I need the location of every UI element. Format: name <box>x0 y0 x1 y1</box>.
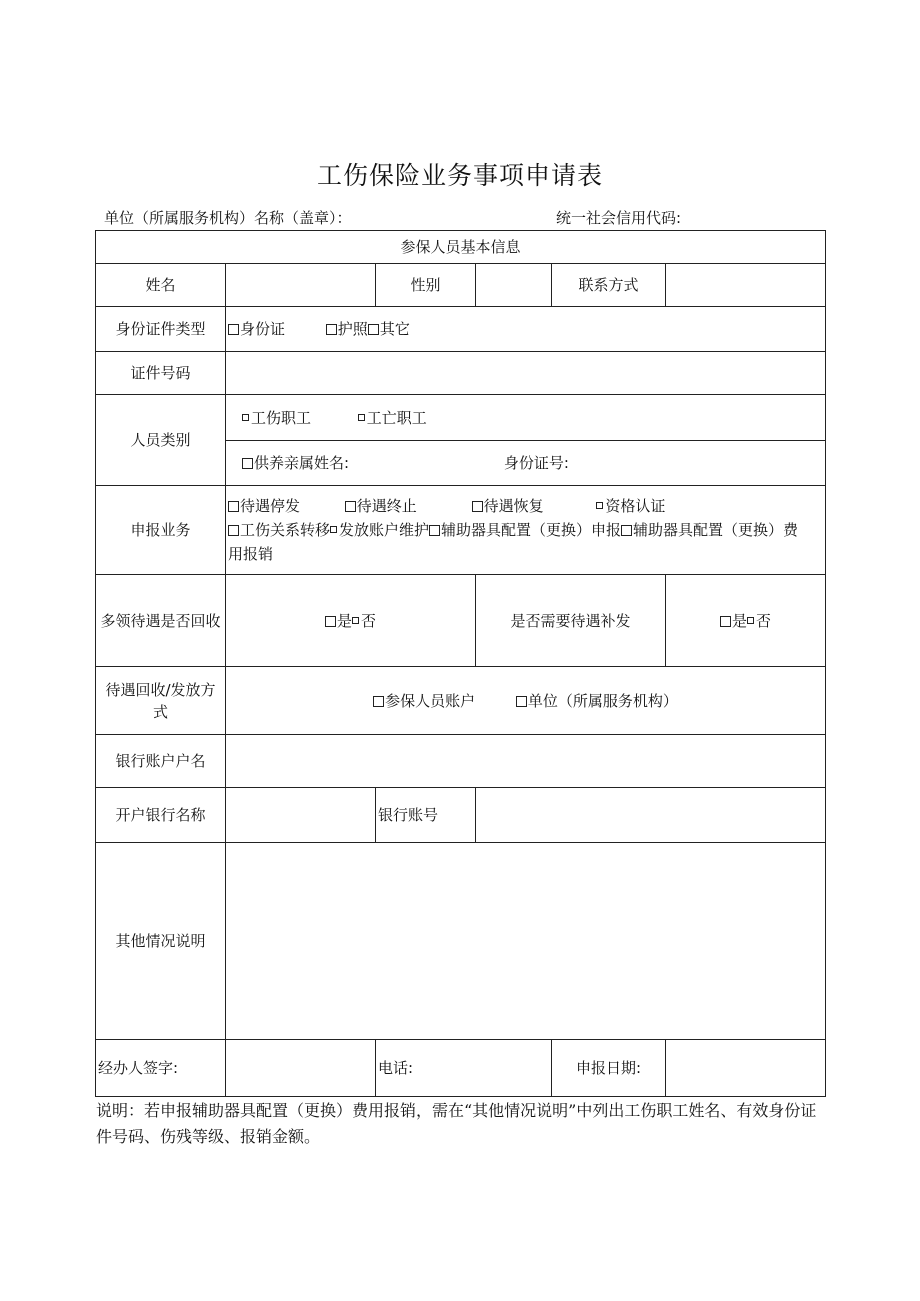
dependent-option[interactable]: 供养亲属姓名: <box>242 452 349 474</box>
gender-label: 性别 <box>376 264 476 307</box>
date-field[interactable] <box>666 1040 826 1097</box>
business-option-transfer[interactable]: 工伤关系转移 <box>228 518 330 542</box>
id-number-row <box>96 352 826 395</box>
checkbox-icon[interactable] <box>330 526 337 533</box>
checkbox-icon[interactable] <box>368 324 379 335</box>
contact-field[interactable] <box>666 264 826 307</box>
account-name-row <box>96 735 826 788</box>
form-note: 说明：若申报辅助器具配置（更换）费用报销，需在“其他情况说明”中列出工伤职工姓名、有效身份证件号码、伤残等级、报销金额。 <box>96 1101 817 1146</box>
other-info-field[interactable] <box>226 843 826 1040</box>
checkbox-icon[interactable] <box>429 525 440 536</box>
form-title: 工伤保险业务事项申请表 <box>316 161 603 190</box>
recovery-label: 多领待遇是否回收 <box>96 575 226 667</box>
credit-code-label: 统一社会信用代码: <box>556 209 682 227</box>
recovery-options <box>226 575 476 667</box>
name-label: 姓名 <box>96 264 226 307</box>
category-option-injured[interactable]: 工伤职工 <box>242 407 311 429</box>
phone-label: 电话: <box>376 1040 552 1097</box>
id-number-label: 证件号码 <box>96 352 226 395</box>
basic-info-row <box>96 264 826 307</box>
checkbox-icon[interactable] <box>747 617 754 624</box>
checkbox-icon[interactable] <box>621 525 632 536</box>
reissue-option-no[interactable]: 否 <box>747 610 771 632</box>
recovery-row <box>96 575 826 667</box>
checkbox-icon[interactable] <box>228 501 239 512</box>
business-option-device-reimburse[interactable]: 辅助器具配置（更换）费 <box>621 518 798 542</box>
name-field[interactable] <box>226 264 376 307</box>
business-line-2 <box>228 518 823 542</box>
reissue-label: 是否需要待遇补发 <box>476 575 666 667</box>
handler-label: 经办人签字: <box>96 1040 226 1097</box>
bank-name-field[interactable] <box>226 788 376 843</box>
recovery-option-no[interactable]: 否 <box>352 610 376 632</box>
reissue-option-yes[interactable]: 是 <box>720 610 747 632</box>
checkbox-icon[interactable] <box>720 616 731 627</box>
id-type-option-other[interactable]: 其它 <box>368 318 410 340</box>
business-option-terminate[interactable]: 待遇终止 <box>345 494 417 518</box>
gender-field[interactable] <box>476 264 552 307</box>
method-option-personal-account[interactable]: 参保人员账户 <box>373 690 475 712</box>
other-info-label: 其他情况说明 <box>96 843 226 1040</box>
business-label: 申报业务 <box>96 486 226 575</box>
checkbox-icon[interactable] <box>326 324 337 335</box>
handler-field[interactable] <box>226 1040 376 1097</box>
checkbox-icon[interactable] <box>242 458 253 469</box>
checkbox-icon[interactable] <box>596 502 603 509</box>
checkbox-icon[interactable] <box>516 696 527 707</box>
method-label-line-1: 待遇回收/发放方 <box>105 680 216 699</box>
recovery-option-yes[interactable]: 是 <box>325 610 352 632</box>
business-option-stop[interactable]: 待遇停发 <box>228 494 300 518</box>
checkbox-icon[interactable] <box>325 616 336 627</box>
method-options <box>226 667 826 735</box>
id-number-field[interactable] <box>226 352 826 395</box>
business-line-3: 用报销 <box>228 545 274 563</box>
business-row <box>96 486 826 575</box>
application-form-table <box>95 230 826 1097</box>
checkbox-icon[interactable] <box>228 324 239 335</box>
method-label-line-2: 式 <box>152 702 168 721</box>
bank-account-field[interactable] <box>476 788 826 843</box>
checkbox-icon[interactable] <box>345 501 356 512</box>
id-type-option-id-card[interactable]: 身份证 <box>228 318 285 340</box>
section-header-row <box>96 231 826 264</box>
id-type-options <box>226 307 826 352</box>
method-row <box>96 667 826 735</box>
checkbox-icon[interactable] <box>352 617 359 624</box>
contact-label: 联系方式 <box>552 264 666 307</box>
checkbox-icon[interactable] <box>472 501 483 512</box>
checkbox-icon[interactable] <box>373 696 384 707</box>
bank-account-label: 银行账号 <box>376 788 476 843</box>
id-type-row <box>96 307 826 352</box>
business-options <box>226 486 826 575</box>
reissue-options <box>666 575 826 667</box>
dependent-info <box>226 441 826 486</box>
bank-name-label: 开户银行名称 <box>96 788 226 843</box>
account-name-label: 银行账户户名 <box>96 735 226 788</box>
person-category-row <box>96 395 826 441</box>
business-option-resume[interactable]: 待遇恢复 <box>472 494 544 518</box>
checkbox-icon[interactable] <box>242 414 249 421</box>
person-category-label: 人员类别 <box>96 395 226 486</box>
other-info-row <box>96 843 826 1040</box>
business-option-account[interactable]: 发放账户维护 <box>330 518 429 542</box>
section-title: 参保人员基本信息 <box>96 231 826 264</box>
account-name-field[interactable] <box>226 735 826 788</box>
date-label: 申报日期: <box>552 1040 666 1097</box>
business-option-device-apply[interactable]: 辅助器具配置（更换）申报 <box>429 518 621 542</box>
business-option-qualification[interactable]: 资格认证 <box>596 494 665 518</box>
id-type-label: 身份证件类型 <box>96 307 226 352</box>
signature-row <box>96 1040 826 1097</box>
checkbox-icon[interactable] <box>358 414 365 421</box>
id-type-option-passport[interactable]: 护照 <box>326 318 368 340</box>
bank-row <box>96 788 826 843</box>
method-option-unit[interactable]: 单位（所属服务机构） <box>516 690 678 712</box>
checkbox-icon[interactable] <box>228 525 239 536</box>
dependent-id-label: 身份证号: <box>503 454 569 472</box>
unit-name-label: 单位（所属服务机构）名称（盖章）： <box>104 209 352 227</box>
person-category-options <box>226 395 826 441</box>
method-label <box>96 667 226 735</box>
business-line-1 <box>228 494 823 518</box>
category-option-deceased[interactable]: 工亡职工 <box>358 407 427 429</box>
